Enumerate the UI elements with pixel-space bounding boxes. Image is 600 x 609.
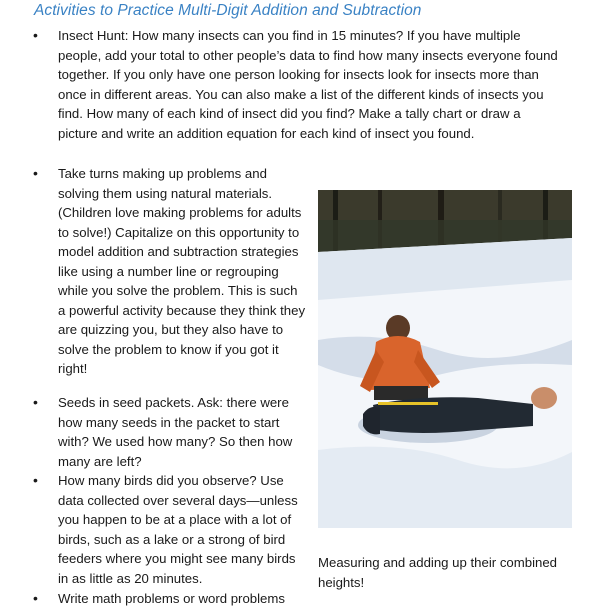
photo-illustration [318,190,572,528]
bullet-marker: • [33,27,38,43]
list-item-text: Take turns making up problems and solving them using natural materials. (Children love making problems for adults to solve!) Capitalize on this opportunity to model addition and subtraction strategies like using a number line or regrouping while you solve the problem. This is such a powerful activity because they think they are quizzing you, but they also have to solve the problem to know if you got it right! [58,166,306,376]
list-item [33,471,308,588]
list-item [33,589,308,609]
list-item [33,26,560,143]
bullet-marker: • [33,165,38,181]
list-item-text: How many birds did you observe? Use data collected over several days—unless you happen to be at a place with a lot of birds, such as a lake or a strong of bird feeders where you might see many birds in as little as 20 minutes. [58,473,298,586]
list-item [33,164,306,379]
list-item [33,393,308,471]
bullet-marker: • [33,394,38,410]
bullet-marker: • [33,590,38,606]
list-item-text: Insect Hunt: How many insects can you find in 15 minutes? If you have multiple people, add your total to other people’s data to find how many insects everyone found together. If you only have one person looking for insects look for insects more than once in different areas. You can also make a list of the different kinds of insects you find. How many of each kind of insect did you find? Make a tally chart or draw a picture and write an addition equation for each kind of insect you found. [58,28,558,141]
list-item-text: Write math problems or word problems [58,591,285,606]
snow-measuring-photo [318,190,572,528]
list-item-text: Seeds in seed packets. Ask: there were how many seeds in the packet to start with? We used how many? So then how many are left? [58,395,293,469]
page-title: Activities to Practice Multi-Digit Addition and Subtraction [34,2,422,19]
photo-caption: Measuring and adding up their combined heights! [318,555,557,590]
bullet-marker: • [33,472,38,488]
